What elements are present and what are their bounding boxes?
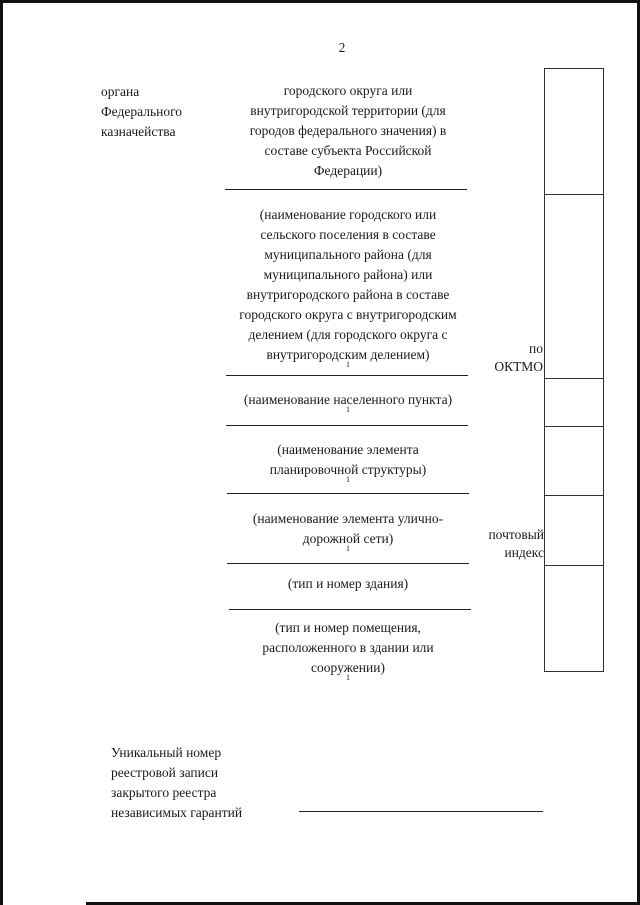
code-box-territory[interactable]	[544, 68, 604, 195]
caption-line: городского округа или	[283, 83, 413, 98]
caption-line: муниципального района) или	[263, 267, 433, 282]
caption-line: (наименование элемента улично-	[252, 511, 444, 526]
caption-line: (наименование городского или	[259, 207, 437, 222]
caption-line: сельского поселения в составе	[260, 227, 436, 242]
fill-line-planning-structure[interactable]	[227, 493, 469, 494]
unique-record-line: закрытого реестра	[111, 785, 217, 800]
territory-caption	[228, 81, 468, 181]
locality-caption	[228, 390, 468, 414]
caption-line: (наименование населенного пункта) 1	[228, 390, 468, 410]
scan-top-border	[0, 0, 640, 3]
caption-line: сооружении) 1	[228, 658, 468, 678]
caption-line: внутригородского района в составе	[246, 287, 450, 302]
fill-line-locality[interactable]	[226, 425, 468, 426]
fill-line-unique-record[interactable]	[299, 811, 543, 812]
unique-record-line: независимых гарантий	[111, 805, 243, 820]
building-caption	[228, 574, 468, 594]
caption-line: внутригородской территории (для	[250, 103, 446, 118]
caption-line-text: сооружении)	[311, 660, 385, 675]
caption-line: планировочной структуры) 1	[228, 460, 468, 480]
caption-line-text: планировочной структуры)	[269, 462, 427, 477]
fill-line-territory[interactable]	[225, 189, 467, 190]
unique-record-label	[111, 743, 242, 823]
caption-line: муниципального района (для	[264, 247, 432, 262]
authority-label-line: органа	[101, 84, 140, 99]
caption-line: городского округа с внутригородским	[239, 307, 457, 322]
code-box-postal[interactable]	[544, 565, 604, 672]
code-box-planning[interactable]	[544, 426, 604, 496]
caption-line: делением (для городского округа с	[248, 327, 448, 342]
postal-index-label-line1: почтовый	[488, 527, 544, 542]
caption-line: городов федерального значения) в	[249, 123, 447, 138]
fill-line-street-network[interactable]	[227, 563, 469, 564]
code-box-oktmo[interactable]	[544, 194, 604, 379]
caption-line: (тип и номер помещения,	[275, 620, 421, 635]
fill-line-building[interactable]	[229, 609, 471, 610]
street-network-caption	[228, 509, 468, 553]
postal-index-label-line2: индекс	[504, 545, 544, 560]
caption-line-text: дорожной сети)	[302, 531, 394, 546]
planning-structure-caption	[228, 440, 468, 484]
caption-line: составе субъекта Российской	[264, 143, 432, 158]
authority-label-line: Федерального	[101, 104, 183, 119]
code-box-street[interactable]	[544, 495, 604, 566]
unique-record-line: реестровой записи	[111, 765, 219, 780]
oktmo-label-line1: по	[529, 341, 543, 356]
caption-line: (наименование элемента	[277, 442, 419, 457]
caption-line: Федерации)	[313, 163, 383, 178]
settlement-caption	[228, 205, 468, 369]
authority-label-line: казначейства	[101, 124, 176, 139]
caption-line: внутригородским делением) 1	[228, 345, 468, 365]
caption-line-text: внутригородским делением)	[266, 347, 430, 362]
page-number: 2	[338, 40, 346, 55]
scan-left-border	[0, 0, 3, 905]
caption-line: расположенного в здании или	[262, 640, 434, 655]
authority-label	[101, 82, 182, 142]
caption-line: дорожной сети) 1	[228, 529, 468, 549]
caption-line: (тип и номер здания)	[287, 576, 409, 591]
code-box-locality[interactable]	[544, 378, 604, 427]
caption-line-text: (наименование населенного пункта)	[243, 392, 453, 407]
premises-caption	[228, 618, 468, 682]
unique-record-line: Уникальный номер	[111, 745, 222, 760]
fill-line-settlement[interactable]	[226, 375, 468, 376]
oktmo-label-line2: ОКТМО	[494, 359, 543, 374]
